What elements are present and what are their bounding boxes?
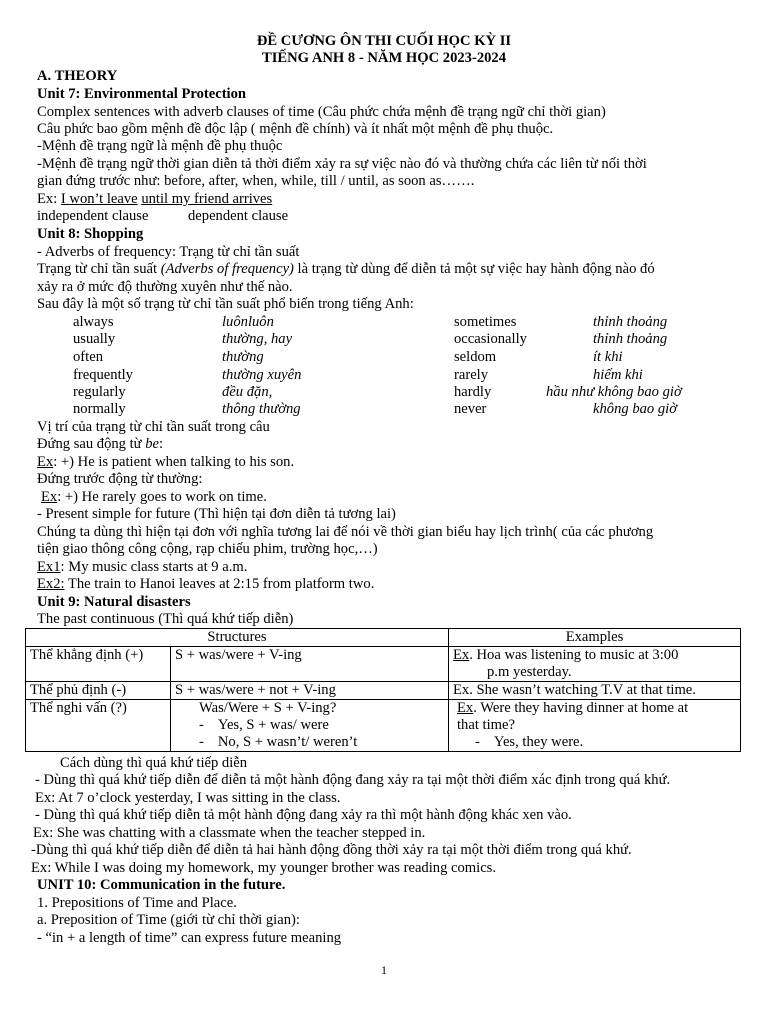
adverb-vi: thường <box>222 349 264 365</box>
example-line: Ex: She was chatting with a classmate when the teacher stepped in. <box>33 825 426 841</box>
doc-subtitle: TIẾNG ANH 8 - NĂM HỌC 2023-2024 <box>261 50 507 66</box>
adverb-vi: ít khi <box>593 349 623 365</box>
adverb-vi: hiếm khi <box>593 367 643 383</box>
table-row <box>26 700 741 752</box>
unit7-heading: Unit 7: Environmental Protection <box>37 86 247 102</box>
text-run: : +) He is patient when talking to his son. <box>53 454 295 470</box>
paragraph-line: - Adverbs of frequency: Trạng từ chỉ tần suất <box>37 244 300 260</box>
page-number: 1 <box>381 963 387 977</box>
adverb-vi: thỉnh thoảng <box>593 331 668 347</box>
dependent-clause-label: dependent clause <box>188 208 289 224</box>
text-run: : My music class starts at 9 a.m. <box>60 559 248 575</box>
example-label: Ex <box>453 647 470 663</box>
adverb-vi: thỉnh thoảng <box>593 314 668 330</box>
table-cell-form: Thể khẳng định (+) <box>26 647 171 682</box>
paragraph-line: Vị trí của trạng từ chỉ tần suất trong câu <box>37 419 270 435</box>
example-line <box>41 489 267 506</box>
paragraph-line <box>37 436 163 453</box>
bullet-dash: - <box>199 717 204 733</box>
paragraph-line: Chúng ta dùng thì hiện tại đơn với nghĩa tương lai để nói về thời gian biểu hay lịch trình( của các phương <box>37 524 654 540</box>
section-theory-heading: A. THEORY <box>37 68 118 84</box>
text-run: : +) He rarely goes to work on time. <box>57 489 267 505</box>
paragraph-line: -Mệnh đề trạng ngữ là mệnh đề phụ thuộc <box>37 138 283 154</box>
table-cell-form: Thể phủ định (-) <box>26 682 171 700</box>
paragraph-line: Cách dùng thì quá khứ tiếp diễn <box>60 755 248 771</box>
example-text: p.m yesterday. <box>487 664 572 680</box>
adverb-en: frequently <box>73 367 133 383</box>
text-run: Đứng sau động từ <box>37 436 146 452</box>
table-row <box>26 647 741 682</box>
table-cell-example <box>449 647 741 682</box>
paragraph-line: Câu phức bao gồm mệnh đề độc lập ( mệnh đề chính) và ít nhất một mệnh đề phụ thuộc. <box>37 121 554 137</box>
adverb-vi: luônluôn <box>222 314 274 330</box>
example-label: Ex <box>457 700 474 716</box>
adverb-en: usually <box>73 331 116 347</box>
table-cell-structure: S + was/were + V-ing <box>171 647 449 682</box>
unit10-heading: UNIT 10: Communication in the future. <box>37 877 286 893</box>
adverb-vi: hầu như không bao giờ <box>546 384 682 400</box>
doc-title: ĐỀ CƯƠNG ÔN THI CUỐI HỌC KỲ II <box>256 33 512 49</box>
adverb-en: seldom <box>454 349 497 365</box>
text-run: No, S + wasn’t/ weren’t <box>217 734 358 750</box>
example-line <box>37 576 374 593</box>
example-text: that time? <box>457 717 515 733</box>
unit8-heading: Unit 8: Shopping <box>37 226 144 242</box>
example-text <box>453 647 736 664</box>
paragraph-line <box>37 261 655 278</box>
table-header-structures: Structures <box>26 629 449 647</box>
example-text <box>453 700 736 717</box>
paragraph-line: 1. Prepositions of Time and Place. <box>37 895 237 911</box>
adverb-en: regularly <box>73 384 126 400</box>
paragraph-line: Đứng trước động từ thường: <box>37 471 203 487</box>
adverb-en: rarely <box>454 367 489 383</box>
paragraph-line: gian đứng trước như: before, after, when, while, till / until, as soon as……. <box>37 173 475 189</box>
example-line: Ex: At 7 o’clock yesterday, I was sitting in the class. <box>35 790 341 806</box>
paragraph-line: a. Preposition of Time (giới từ chỉ thời gian): <box>37 912 300 928</box>
adverb-en: normally <box>73 401 126 417</box>
table-row <box>26 682 741 700</box>
adverb-en: always <box>73 314 114 330</box>
independent-clause-example: I won’t leave <box>60 191 138 207</box>
adverb-vi: không bao giờ <box>593 401 677 417</box>
paragraph-line: - Dùng thì quá khứ tiếp diễn để diễn tả một hành động đang xảy ra tại một thời điểm xác định trong quá khứ. <box>35 772 671 788</box>
table-cell-structure <box>171 700 449 752</box>
table-header-examples: Examples <box>449 629 741 647</box>
adverb-en: never <box>454 401 487 417</box>
unit9-heading: Unit 9: Natural disasters <box>37 594 191 610</box>
adverb-en: often <box>73 349 103 365</box>
paragraph-line: -Dùng thì quá khứ tiếp diễn để diễn tả hai hành động đồng thời xảy ra tại một thời điểm trong quá khứ. <box>31 842 632 858</box>
example-label: Ex <box>41 489 58 505</box>
paragraph-line: Sau đây là một số trạng từ chỉ tần suất phổ biến trong tiếng Anh: <box>37 296 414 312</box>
text-run: . Hoa was listening to music at 3:00 <box>469 647 679 663</box>
paragraph-line: - “in + a length of time” can express future meaning <box>37 930 342 946</box>
text-run: : <box>159 436 164 452</box>
adverb-en: occasionally <box>454 331 527 347</box>
paragraph-line: xảy ra ở mức độ thường xuyên như thế nào. <box>37 279 293 295</box>
table-header-row <box>26 629 741 647</box>
example-line: Ex: While I was doing my homework, my younger brother was reading comics. <box>31 860 497 876</box>
paragraph-line: - Present simple for future (Thì hiện tại đơn diễn tả tương lai) <box>37 506 396 522</box>
example-text <box>453 734 736 751</box>
paragraph-line: The past continuous (Thì quá khứ tiếp diễn) <box>37 611 294 627</box>
table-cell-example: Ex. She wasn’t watching T.V at that time. <box>449 682 741 700</box>
example-label: Ex1 <box>37 559 61 575</box>
paragraph-line: Complex sentences with adverb clauses of time (Câu phức chứa mệnh đề trạng ngữ chỉ thời gian) <box>37 104 606 120</box>
adverb-vi: thường, hay <box>222 331 293 347</box>
example-label: Ex <box>37 454 54 470</box>
paragraph-line: -Mệnh đề trạng ngữ thời gian diễn tả thời điểm xảy ra sự việc nào đó và thường chứa các liên từ nối thời <box>37 156 647 172</box>
table-cell-form: Thể nghi vấn (?) <box>26 700 171 752</box>
adverb-vi: thường xuyên <box>222 367 302 383</box>
paragraph-line: tiện giao thông công cộng, rạp chiếu phim, trường học,…) <box>37 541 378 557</box>
text-run: Yes, S + was/ were <box>217 717 329 733</box>
table-cell-example <box>449 700 741 752</box>
structure-line <box>175 717 444 734</box>
paragraph-line: - Dùng thì quá khứ tiếp diễn tả một hành động đang xảy ra thì một hành động khác xen vào. <box>35 807 572 823</box>
past-continuous-table <box>25 628 741 752</box>
structure-line: Was/Were + S + V-ing? <box>199 700 337 716</box>
text-run: . Were they having dinner at home at <box>473 700 689 716</box>
structure-line <box>175 734 444 751</box>
example-line <box>37 454 294 471</box>
bullet-dash: - <box>475 734 480 750</box>
dependent-clause-example: until my friend arrives <box>141 191 273 207</box>
adverb-en: sometimes <box>454 314 517 330</box>
example-prefix: Ex: <box>37 191 61 207</box>
example-line <box>37 191 272 208</box>
adverb-en: hardly <box>454 384 492 400</box>
text-run: Yes, they were. <box>493 734 584 750</box>
independent-clause-label: independent clause <box>37 208 149 224</box>
adverb-vi: thông thường <box>222 401 301 417</box>
text-run: Trạng từ chỉ tần suất <box>37 261 161 277</box>
example-line <box>37 559 247 576</box>
italic-term: be <box>145 436 160 452</box>
adverb-vi: đều đặn, <box>222 384 273 400</box>
table-cell-structure: S + was/were + not + V-ing <box>171 682 449 700</box>
italic-term: (Adverbs of frequency) <box>160 261 294 277</box>
bullet-dash: - <box>199 734 204 750</box>
text-run: The train to Hanoi leaves at 2:15 from platform two. <box>64 576 375 592</box>
example-label: Ex2: <box>37 576 65 592</box>
text-run: là trạng từ dùng để diễn tả một sự việc hay hành động nào đó <box>293 261 655 277</box>
